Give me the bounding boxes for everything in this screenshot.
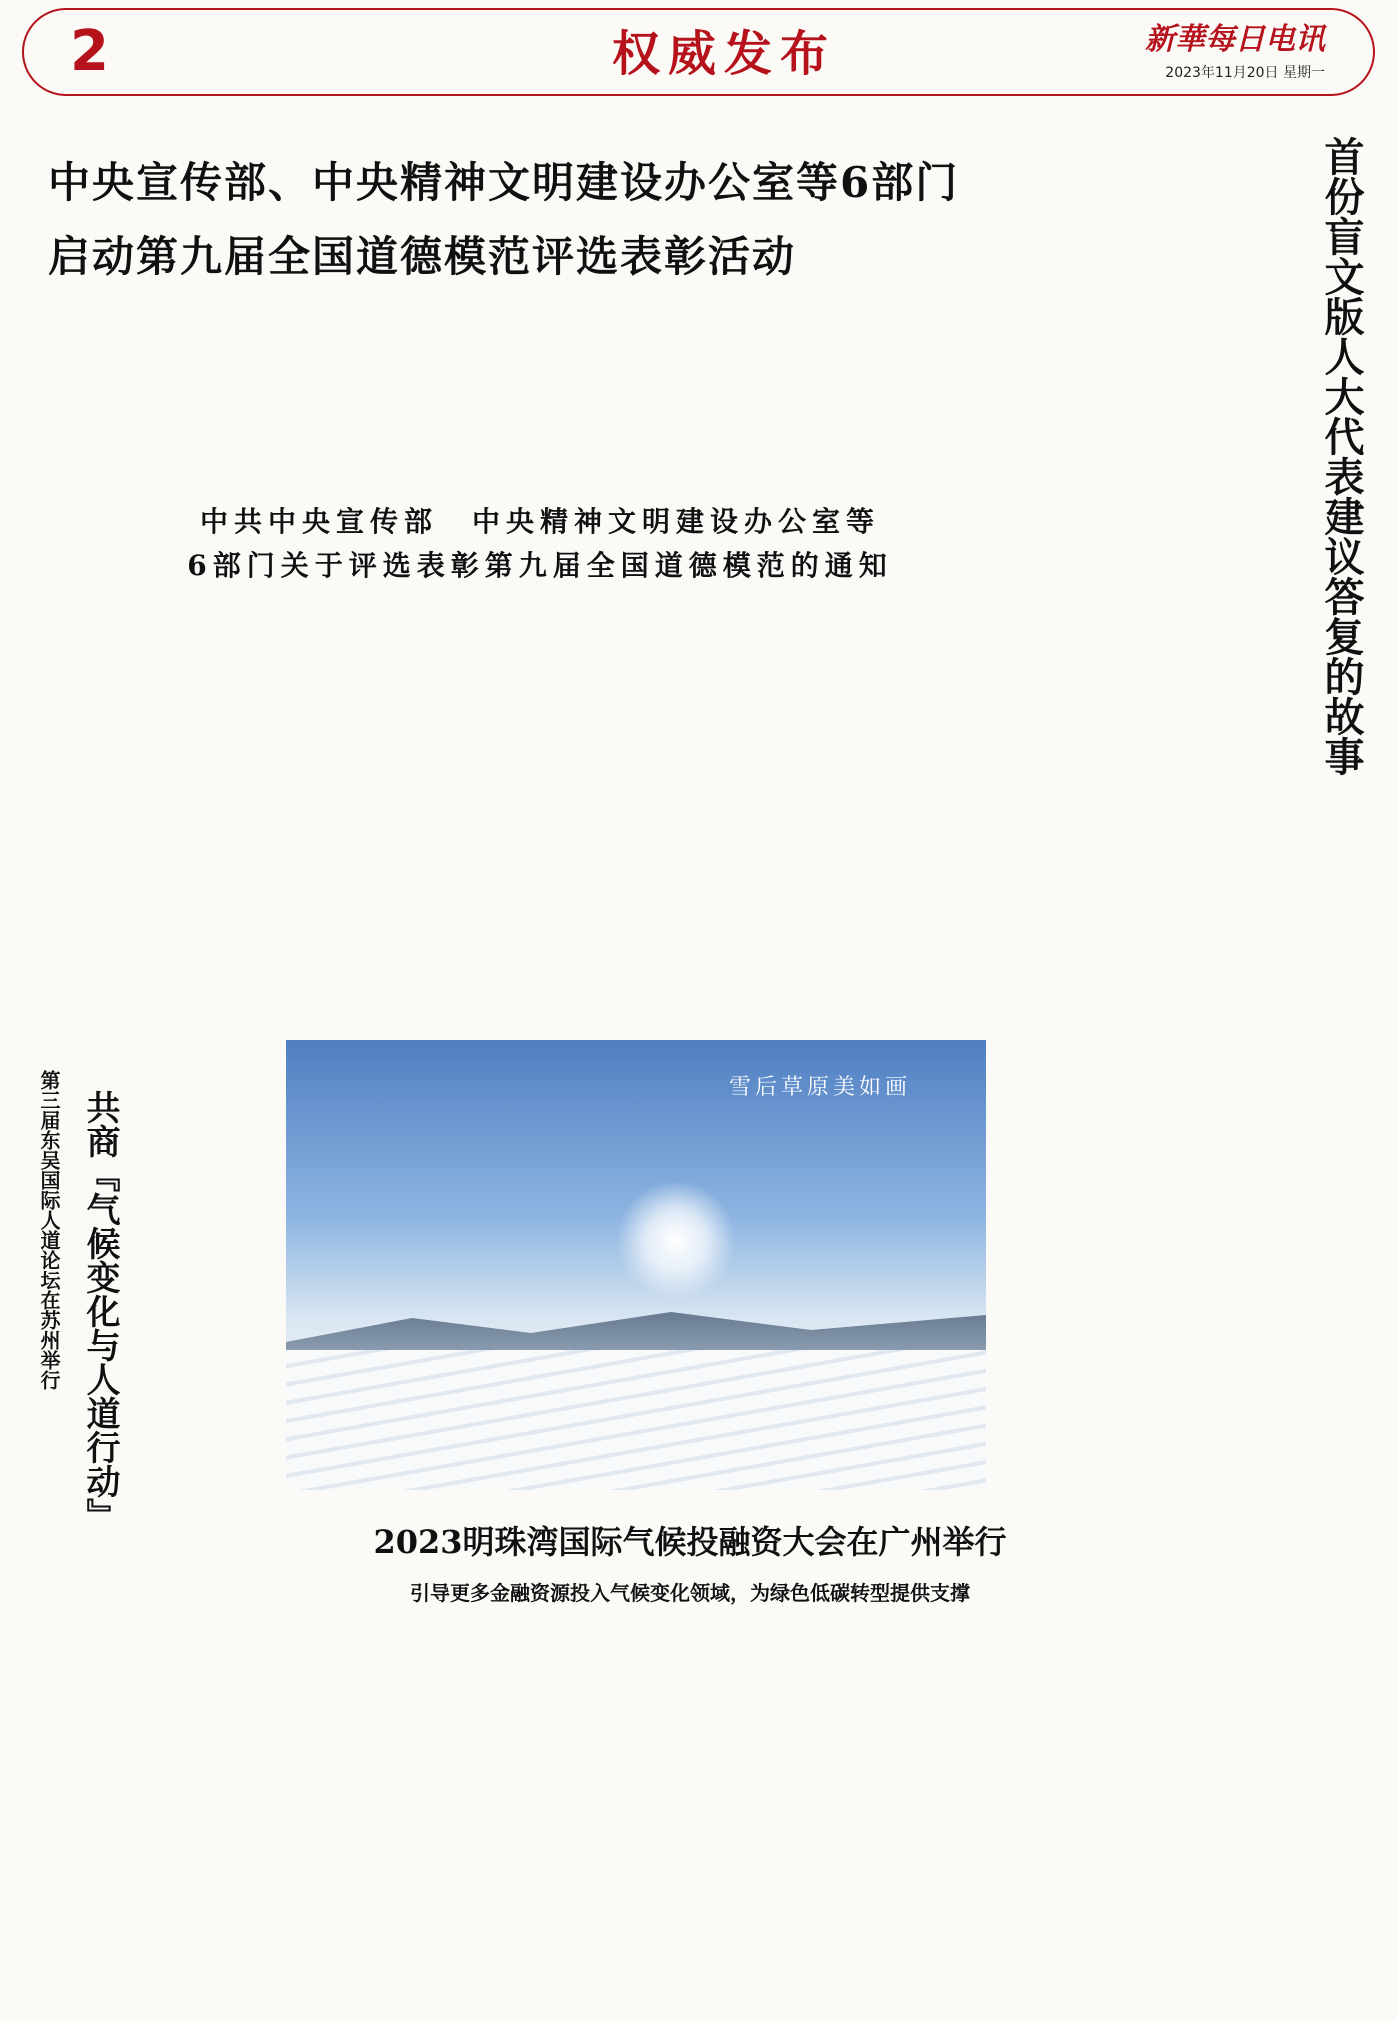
notice-headline-line-1: 中共中央宣传部 中央精神文明建设办公室等: [199, 505, 880, 538]
photo-title: 雪后草原美如画: [728, 1075, 911, 1100]
paper-date: 2023年11月20日 星期一: [1165, 65, 1325, 81]
photo-snow-field: [286, 1350, 986, 1490]
page-number: 2: [70, 19, 109, 84]
right-article-body: [1012, 136, 1302, 2006]
bottom-article-subheadline: 引导更多金融资源投入气候变化领域，为绿色低碳转型提供支撑: [410, 1581, 970, 1605]
left-article-kicker: 第三届东吴国际人道论坛在苏州举行: [37, 1070, 61, 1390]
photo-sun: [616, 1180, 736, 1300]
masthead: [22, 8, 1375, 96]
paper-name: 新華每日电讯: [1145, 22, 1325, 57]
main-article-body: [40, 290, 1000, 480]
right-article-headline: 首份盲文版人大代表建议答复的故事: [1318, 136, 1365, 776]
notice-headline-line-2: 6部门关于评选表彰第九届全国道德模范的通知: [187, 549, 893, 582]
bottom-article-headline: 2023明珠湾国际气候投融资大会在广州举行: [373, 1523, 1007, 1561]
section-title: 权威发布: [611, 26, 836, 82]
main-headline-line-2: 启动第九届全国道德模范评选表彰活动: [48, 232, 797, 281]
bottom-article-body: [286, 1620, 986, 2010]
left-article-body: [130, 1070, 280, 2010]
grassland-snow-photo: [286, 1040, 986, 1490]
notice-article-body: [40, 600, 1000, 1020]
main-headline: [48, 146, 1008, 294]
notice-headline: [110, 500, 970, 588]
left-article-headline: 共商『气候变化与人道行动』: [80, 1090, 120, 1532]
main-headline-line-1: 中央宣传部、中央精神文明建设办公室等6部门: [48, 158, 960, 207]
